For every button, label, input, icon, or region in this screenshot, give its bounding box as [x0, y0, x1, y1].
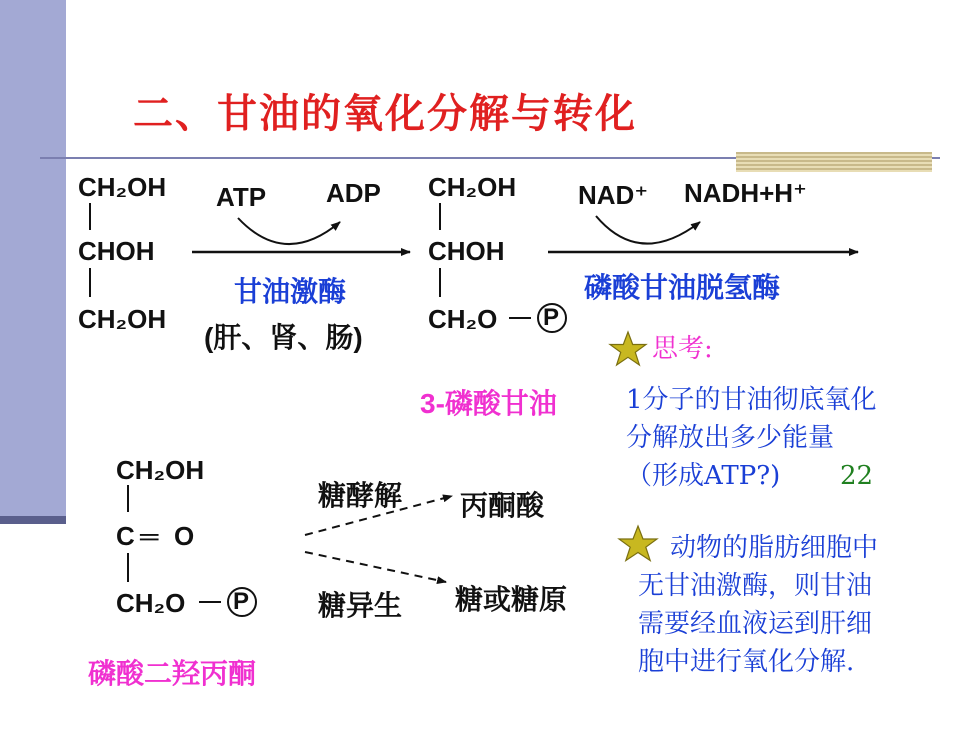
note-line-3: 需要经血液运到肝细 — [638, 609, 873, 639]
think-label: 思考: — [652, 334, 713, 364]
slide-title: 二、甘油的氧化分解与转化 — [133, 90, 637, 137]
dhap-bot: CH₂O — [116, 588, 186, 618]
nadh-label: NADH+H⁺ — [684, 178, 807, 208]
glycerol-bot: CH₂OH — [78, 304, 167, 334]
think-line-1: 1分子的甘油彻底氧化 — [626, 385, 877, 415]
g3p-name: 3-磷酸甘油 — [420, 388, 557, 419]
dhap-name: 磷酸二羟丙酮 — [88, 658, 257, 689]
think-line-2: 分解放出多少能量 — [626, 423, 835, 453]
gpdh-label: 磷酸甘油脱氢酶 — [584, 272, 781, 303]
g3p-mid: CHOH — [428, 236, 505, 266]
nad-label: NAD⁺ — [578, 180, 649, 210]
glycerol-top: CH₂OH — [78, 172, 167, 202]
glucose-glycogen-label: 糖或糖原 — [455, 584, 568, 615]
organs-label: (肝、肾、肠) — [204, 322, 363, 353]
atp-label: ATP — [216, 182, 267, 212]
dhap-oxygen: O — [174, 521, 195, 551]
g3p-bot: CH₂O — [428, 304, 498, 334]
dhap-double-bond: ═ — [140, 521, 159, 551]
dhap-phosphate: P — [233, 588, 250, 615]
star-icon — [619, 526, 657, 561]
dhap-top: CH₂OH — [116, 455, 205, 485]
gluconeogenesis-arrow — [305, 552, 446, 582]
glycolysis-label: 糖酵解 — [318, 480, 403, 511]
pyruvate-label: 丙酮酸 — [460, 490, 545, 521]
glycerol-kinase-label: 甘油激酶 — [234, 276, 347, 307]
note-line-4: 胞中进行氧化分解. — [638, 647, 855, 677]
g3p-phosphate: P — [543, 304, 560, 331]
note-line-1: 动物的脂肪细胞中 — [670, 533, 879, 563]
g3p-top: CH₂OH — [428, 172, 517, 202]
star-icon — [610, 332, 646, 365]
nad-curve — [596, 216, 700, 244]
think-answer: 22 — [840, 461, 874, 491]
gluconeogenesis-label: 糖异生 — [318, 590, 403, 621]
note-line-2: 无甘油激酶，则甘油 — [638, 571, 873, 601]
atp-curve — [238, 218, 340, 244]
adp-label: ADP — [326, 178, 381, 208]
dhap-carbon: C — [116, 521, 135, 551]
glycerol-mid: CHOH — [78, 236, 155, 266]
think-line-3: （形成ATP?) — [626, 461, 781, 491]
